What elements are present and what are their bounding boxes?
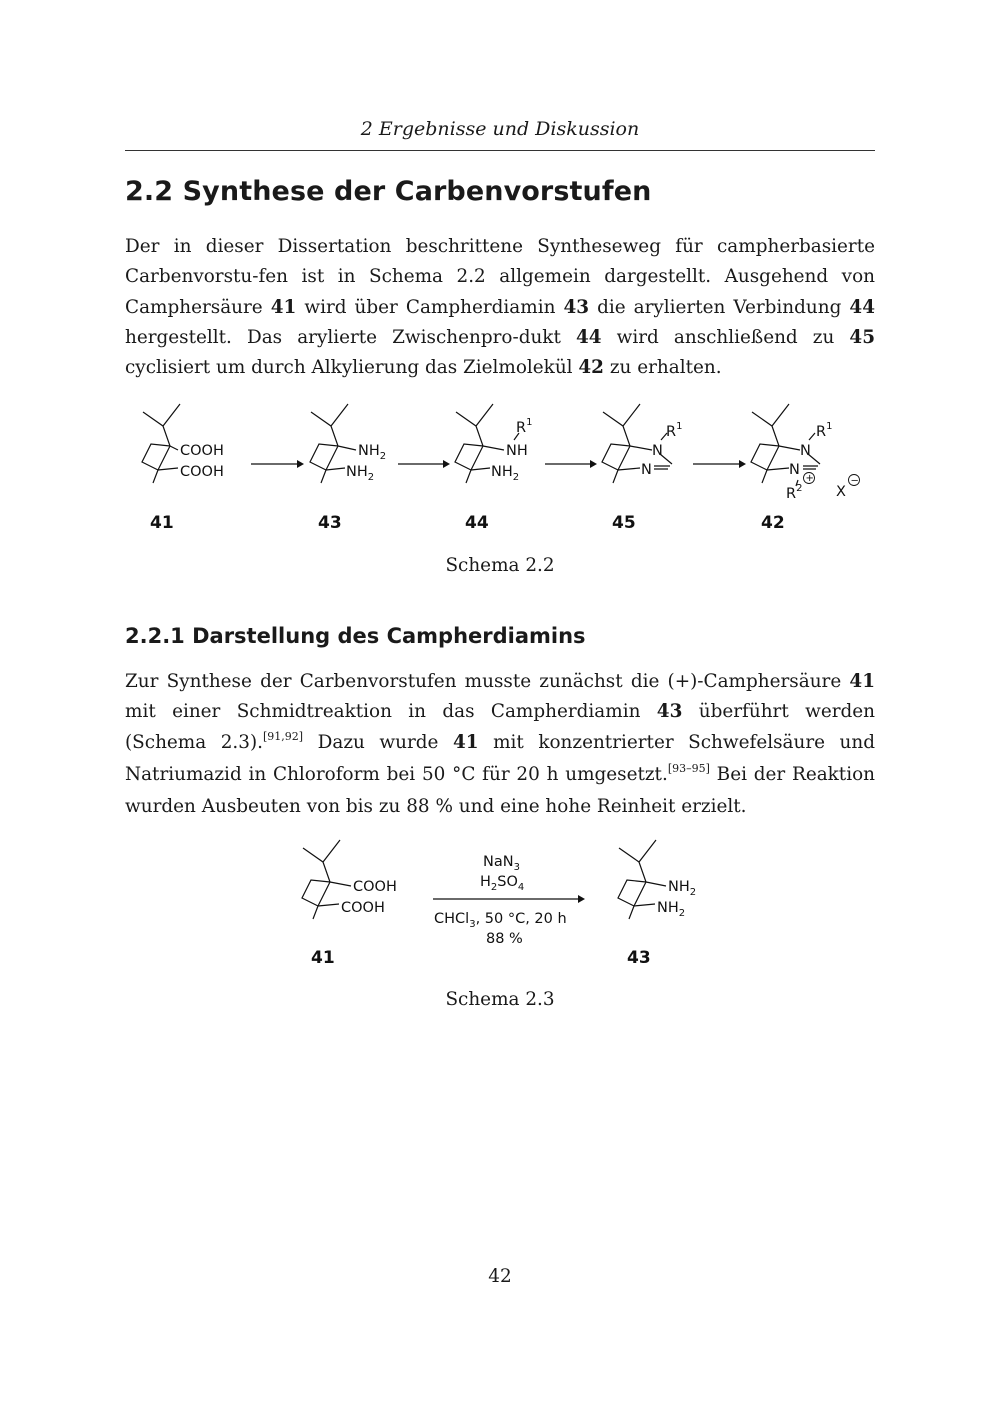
atom-n: N [800, 443, 811, 459]
counter-anion: X [836, 484, 846, 500]
group-nh2: $NH_2$ [358, 443, 387, 462]
compound-number: 43 [627, 948, 651, 968]
group-r1: $R^1$ [666, 421, 683, 440]
group-cooh: COOH [353, 879, 397, 895]
arrow-head [739, 460, 746, 468]
arrow-head [590, 460, 597, 468]
compound-number: 41 [150, 513, 174, 533]
group-cooh: COOH [180, 464, 224, 480]
scheme-caption: Schema 2.2 [445, 555, 555, 576]
compound-45-structure [602, 404, 682, 533]
group-nh2: $NH_2$ [491, 464, 520, 483]
compound-41-structure [302, 840, 397, 968]
atom-n: N [652, 443, 663, 459]
header-rule [125, 150, 875, 151]
scheme-2-2 [0, 400, 1000, 550]
compound-41-structure [142, 404, 224, 533]
compound-44-structure [455, 404, 532, 533]
compound-43-structure [618, 840, 696, 968]
intro-paragraph: Der in dieser Dissertation beschrittene Syntheseweg für campherbasierte Carbenvorstu-fen ist in Schema 2.2 allgemein dargestellt. Ausgehend von Camphersäure 41 wird über Campherdiamin 43 die arylierten Verbindung 44 hergestellt. Das arylierte Zwischenpro-dukt 44 wird anschließend zu 45 cyclisiert um durch Alkylierung das Zielmolekül 42 zu erhalten. [125, 236, 875, 379]
compound-number: 43 [318, 513, 342, 533]
compound-number: 41 [311, 948, 335, 968]
group-nh2: $NH_2$ [657, 900, 686, 919]
reaction-yield: 88 % [486, 931, 523, 947]
charge-sign: − [850, 475, 859, 487]
section-title: 2.2 Synthese der Carbenvorstufen [125, 176, 652, 207]
subsection-title: 2.2.1 Darstellung des Campherdiamins [125, 624, 586, 648]
arrow-head [443, 460, 450, 468]
compound-number: 42 [761, 513, 785, 533]
group-r1: $R^1$ [516, 417, 533, 436]
compound-number: 44 [465, 513, 489, 533]
group-nh2: $NH_2$ [346, 464, 375, 483]
arrow-head [297, 460, 304, 468]
group-r1: $R^1$ [816, 421, 833, 440]
group-cooh: COOH [341, 900, 385, 916]
page-number: 42 [488, 1266, 512, 1287]
compound-42-structure [751, 404, 860, 533]
body-paragraph: Zur Synthese der Carbenvorstufen musste zunächst die (+)-Camphersäure 41 mit einer Schmidtreaktion in das Campherdiamin 43 überführt werden (Schema 2.3).[91,92] Dazu wurde 41 mit konzentrierter Schwefelsäure und Natriumazid in Chloroform bei 50 °C für 20 h umgesetzt.[93–95] Bei der Reaktion wurden Ausbeuten von bis zu 88 % und eine hohe Reinheit erzielt. [125, 671, 875, 818]
reaction-conditions: CHCl$_3$, 50 °C, 20 h [434, 911, 567, 930]
compound-43-structure [310, 404, 386, 533]
atom-n-plus: N [789, 462, 800, 478]
reagent-nan3: NaN$_3$ [483, 854, 520, 873]
group-nh: NH [506, 443, 528, 459]
scheme-2-3 [0, 836, 1000, 976]
running-header: 2 Ergebnisse und Diskussion [360, 118, 640, 140]
atom-n: N [641, 462, 652, 478]
reagent-h2so4: $H_2SO_4$ [480, 874, 525, 893]
charge-sign: + [805, 473, 814, 484]
group-nh2: $NH_2$ [668, 879, 697, 898]
compound-number: 45 [612, 513, 636, 533]
citation: [91,92] [263, 729, 304, 743]
group-r2: $R^2$ [786, 483, 803, 502]
group-cooh: COOH [180, 443, 224, 459]
arrow-head [578, 895, 585, 903]
citation: [93–95] [667, 761, 710, 775]
scheme-caption: Schema 2.3 [445, 989, 555, 1010]
